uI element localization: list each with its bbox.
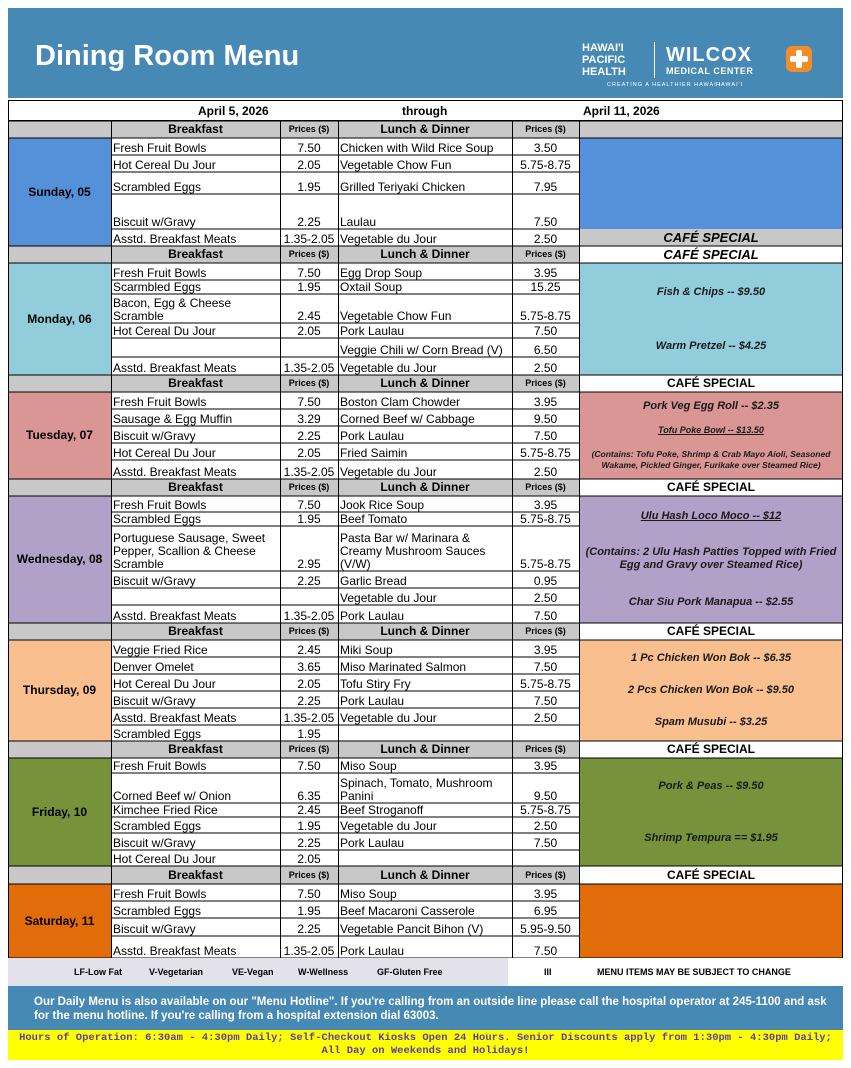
lunch-price: 3.95 (533, 887, 558, 901)
breakfast-item: Biscuit w/Gravy (113, 429, 196, 443)
lunch-price: 2.50 (533, 465, 558, 479)
breakfast-header: Breakfast (111, 741, 280, 758)
lunch-item: Veggie Chili w/ Corn Bread (V) (340, 343, 503, 357)
day-name: Saturday, 11 (8, 884, 111, 958)
lunch-item: Tofu Stiry Fry (340, 677, 411, 691)
breakfast-item: Fresh Fruit Bowls (113, 141, 207, 155)
breakfast-item: Bacon, Egg & Cheese Scramble (113, 296, 232, 323)
cafe-header-blank (579, 121, 843, 138)
lunch-item: Oxtail Soup (340, 280, 403, 294)
breakfast-prices-header: Prices ($) (280, 121, 338, 138)
breakfast-item: Veggie Fried Rice (113, 643, 208, 657)
logo-divider (654, 42, 655, 78)
breakfast-item: Kimchee Fried Rice (113, 803, 218, 817)
cafe-panel (579, 758, 843, 866)
breakfast-price (280, 588, 338, 605)
cafe-special-header: CAFÉ SPECIAL (579, 866, 843, 884)
lunch-item: Vegetable du Jour (340, 361, 437, 375)
lunch-price: 5.75-8.75 (520, 158, 571, 172)
breakfast-prices-header: Prices ($) (280, 741, 338, 758)
lunch-item (338, 725, 512, 741)
breakfast-price: 2.95 (297, 557, 321, 571)
lunch-price: 9.50 (533, 412, 558, 426)
lunch-prices-header: Prices ($) (512, 623, 579, 640)
breakfast-item: Scrambled Eggs (113, 512, 202, 526)
cafe-item: (Contains: Tofu Poke, Shrimp & Crab Mayo Aioli, Seasoned Wakame, Pickled Ginger, Furikake over Steamed Rice) (591, 449, 831, 471)
lunch-item: Vegetable du Jour (340, 591, 437, 605)
lunch-price: 7.50 (533, 944, 558, 958)
lunch-price: 7.50 (533, 324, 558, 338)
header-spacer (8, 741, 111, 758)
date-start: April 5, 2026 (198, 104, 269, 118)
cafe-panel (579, 496, 843, 623)
lunch-price: 3.95 (533, 759, 558, 773)
lunch-item: Pork Laulau (340, 609, 405, 623)
breakfast-price: 2.25 (297, 694, 321, 708)
legend-low-fat: LF-Low Fat (74, 967, 122, 977)
breakfast-item: Fresh Fruit Bowls (113, 266, 207, 280)
lunch-header: Lunch & Dinner (338, 866, 512, 884)
lunch-item: Miso Soup (340, 759, 397, 773)
breakfast-item: Asstd. Breakfast Meats (113, 361, 237, 375)
breakfast-item: Fresh Fruit Bowls (113, 759, 207, 773)
lunch-price: 3.50 (533, 141, 558, 155)
menu-hotline-note: Our Daily Menu is also available on our "Menu Hotline". If you're calling from an outside line please call the hospital operator at 245-1100 and ask for the menu hotline. If you're calling from a hospital extension dial 63003. (8, 986, 843, 1030)
legend-notice-area (508, 958, 843, 986)
breakfast-price: 1.95 (297, 819, 321, 833)
lunch-price: 15.25 (530, 280, 561, 294)
lunch-price: 2.50 (533, 232, 558, 246)
breakfast-item (111, 588, 280, 605)
breakfast-price: 1.35-2.05 (283, 232, 335, 246)
wilcox-subtitle: MEDICAL CENTER (666, 66, 754, 76)
breakfast-item: Biscuit w/Gravy (113, 574, 196, 588)
lunch-item (338, 850, 512, 866)
breakfast-header: Breakfast (111, 121, 280, 138)
hph-line-2: PACIFIC (582, 54, 626, 66)
lunch-item: Laulau (340, 215, 377, 229)
breakfast-item: Corned Beef w/ Onion (113, 789, 232, 803)
day-name: Tuesday, 07 (8, 392, 111, 479)
breakfast-price: 2.05 (297, 324, 321, 338)
lunch-item: Vegetable du Jour (340, 819, 437, 833)
lunch-header: Lunch & Dinner (338, 479, 512, 496)
breakfast-price: 6.35 (297, 789, 321, 803)
cafe-item: Pork & Peas -- $9.50 (658, 779, 764, 792)
breakfast-header: Breakfast (111, 375, 280, 392)
header-banner (8, 8, 843, 98)
header-spacer (8, 479, 111, 496)
cafe-item: Spam Musubi -- $3.25 (654, 716, 768, 729)
breakfast-price: 2.25 (297, 574, 321, 588)
breakfast-price: 7.50 (297, 395, 321, 409)
breakfast-price: 7.50 (297, 759, 321, 773)
breakfast-price: 2.05 (297, 677, 321, 691)
cafe-item: Shrimp Tempura == $1.95 (644, 831, 778, 844)
header-spacer (8, 246, 111, 263)
cafe-item: Pork Veg Egg Roll -- $2.35 (643, 399, 779, 412)
breakfast-prices-header: Prices ($) (280, 479, 338, 496)
header-spacer (8, 121, 111, 138)
lunch-item: Pork Laulau (340, 694, 405, 708)
breakfast-prices-header: Prices ($) (280, 246, 338, 263)
lunch-price: 6.50 (533, 343, 558, 357)
lunch-item: Boston Clam Chowder (340, 395, 461, 409)
lunch-price: 3.95 (533, 498, 558, 512)
lunch-prices-header: Prices ($) (512, 479, 579, 496)
breakfast-item: Asstd. Breakfast Meats (113, 944, 237, 958)
breakfast-item: Hot Cereal Du Jour (113, 158, 216, 172)
lunch-prices-header: Prices ($) (512, 121, 579, 138)
breakfast-item: Fresh Fruit Bowls (113, 887, 207, 901)
day-name: Monday, 06 (8, 263, 111, 375)
lunch-item: Miki Soup (340, 643, 393, 657)
breakfast-price: 2.45 (297, 643, 321, 657)
lunch-item: Pork Laulau (340, 429, 405, 443)
breakfast-item: Hot Cereal Du Jour (113, 446, 216, 460)
lunch-price: 2.50 (533, 819, 558, 833)
lunch-item: Jook Rice Soup (340, 498, 425, 512)
lunch-item: Vegetable du Jour (340, 232, 437, 246)
lunch-price: 6.95 (533, 904, 558, 918)
breakfast-price: 1.35-2.05 (283, 711, 335, 725)
lunch-item: Vegetable du Jour (340, 465, 437, 479)
lunch-price: 7.50 (533, 609, 558, 623)
lunch-price: 9.50 (533, 789, 558, 803)
lunch-prices-header: Prices ($) (512, 741, 579, 758)
breakfast-item: Scrambled Eggs (113, 727, 202, 741)
lunch-item: Vegetable du Jour (340, 711, 437, 725)
lunch-price: 3.95 (533, 395, 558, 409)
lunch-price: 7.50 (533, 429, 558, 443)
breakfast-price: 3.65 (297, 660, 321, 674)
lunch-item: Beef Tomato (340, 512, 408, 526)
cafe-item: Tofu Poke Bowl -- $13.50 (658, 425, 764, 436)
header-spacer (8, 375, 111, 392)
change-notice: MENU ITEMS MAY BE SUBJECT TO CHANGE (597, 967, 791, 977)
lunch-prices-header: Prices ($) (512, 375, 579, 392)
lunch-item: Vegetable Pancit Bihon (V) (340, 922, 484, 936)
lunch-item: Beef Stroganoff (340, 803, 424, 817)
breakfast-price (280, 338, 338, 357)
lunch-header: Lunch & Dinner (338, 121, 512, 138)
breakfast-price: 2.05 (297, 852, 321, 866)
lunch-item: Pasta Bar w/ Marinara & Creamy Mushroom Sauces (V/W) (340, 531, 486, 571)
hph-line-1: HAWAI'I (582, 42, 624, 54)
breakfast-item: Hot Cereal Du Jour (113, 852, 216, 866)
cafe-panel (579, 640, 843, 741)
breakfast-header: Breakfast (111, 866, 280, 884)
header-spacer (8, 623, 111, 640)
cafe-special-header: CAFÉ SPECIAL (579, 375, 843, 392)
day-name: Friday, 10 (8, 758, 111, 866)
cafe-panel (579, 392, 843, 479)
legend-vegan: VE-Vegan (232, 967, 274, 977)
breakfast-item: Scarmbled Eggs (113, 280, 202, 294)
breakfast-price: 3.29 (297, 412, 321, 426)
lunch-header: Lunch & Dinner (338, 246, 512, 263)
lunch-item: Beef Macaroni Casserole (340, 904, 475, 918)
lunch-price (512, 725, 579, 741)
breakfast-price: 1.95 (297, 180, 321, 194)
lunch-price: 7.50 (533, 694, 558, 708)
breakfast-item: Biscuit w/Gravy (113, 694, 196, 708)
day-name: Sunday, 05 (8, 138, 111, 246)
lunch-price: 7.95 (533, 180, 558, 194)
legend-vegetarian: V-Vegetarian (149, 967, 204, 977)
day-name: Thursday, 09 (8, 640, 111, 741)
cafe-special-header: CAFÉ SPECIAL (579, 741, 843, 758)
legend-wellness: W-Wellness (298, 967, 349, 977)
breakfast-price: 7.50 (297, 266, 321, 280)
date-through: through (402, 104, 448, 118)
breakfast-item: Biscuit w/Gravy (113, 836, 196, 850)
breakfast-price: 1.35-2.05 (283, 609, 335, 623)
lunch-price: 5.75-8.75 (520, 309, 571, 323)
cafe-item: 1 Pc Chicken Won Bok -- $6.35 (631, 651, 791, 664)
lunch-price: 5.75-8.75 (520, 512, 571, 526)
breakfast-price: 2.05 (297, 446, 321, 460)
breakfast-item: Scrambled Eggs (113, 904, 202, 918)
breakfast-price: 1.95 (297, 512, 321, 526)
breakfast-item: Portuguese Sausage, Sweet Pepper, Scallion & Cheese Scramble (113, 531, 266, 571)
cafe-item: Char Siu Pork Manapua -- $2.55 (628, 596, 794, 609)
cafe-panel (579, 263, 843, 375)
lunch-prices-header: Prices ($) (512, 866, 579, 884)
hph-line-3: HEALTH (582, 66, 626, 78)
breakfast-item: Scrambled Eggs (113, 819, 202, 833)
breakfast-header: Breakfast (111, 623, 280, 640)
hawaii-pacific-health-logo (582, 42, 626, 78)
lunch-header: Lunch & Dinner (338, 741, 512, 758)
page-title: Dining Room Menu (35, 40, 300, 72)
day-name: Wednesday, 08 (8, 496, 111, 623)
breakfast-price: 1.95 (297, 904, 321, 918)
lunch-item: Fried Saimin (340, 446, 408, 460)
breakfast-price: 2.25 (297, 215, 321, 229)
lunch-item: Vegetable Chow Fun (340, 309, 452, 323)
cafe-item: 2 Pcs Chicken Won Bok -- $9.50 (627, 683, 795, 696)
lunch-item: Garlic Bread (340, 574, 407, 588)
breakfast-price: 2.25 (297, 429, 321, 443)
lunch-price: 5.75-8.75 (520, 557, 571, 571)
cafe-special-header: CAFÉ SPECIAL (579, 229, 843, 246)
breakfast-price: 7.50 (297, 887, 321, 901)
breakfast-price: 2.45 (297, 803, 321, 817)
breakfast-item: Scrambled Eggs (113, 180, 202, 194)
lunch-item: Corned Beef w/ Cabbage (340, 412, 475, 426)
breakfast-price: 1.35-2.05 (283, 944, 335, 958)
lunch-price: 7.50 (533, 215, 558, 229)
lunch-price: 2.50 (533, 591, 558, 605)
cafe-item: Fish & Chips -- $9.50 (656, 285, 766, 298)
lunch-item: Miso Soup (340, 887, 397, 901)
breakfast-item: Fresh Fruit Bowls (113, 498, 207, 512)
breakfast-item: Fresh Fruit Bowls (113, 395, 207, 409)
legend-gluten-free: GF-Gluten Free (377, 967, 443, 977)
date-range-row (8, 100, 843, 121)
breakfast-prices-header: Prices ($) (280, 623, 338, 640)
cafe-panel (579, 884, 843, 958)
lunch-price: 7.50 (533, 836, 558, 850)
menu-table (8, 100, 843, 958)
legend-mark: III (544, 967, 552, 977)
lunch-item: Pork Laulau (340, 324, 405, 338)
lunch-prices-header: Prices ($) (512, 246, 579, 263)
breakfast-item: Sausage & Egg Muffin (113, 412, 233, 426)
lunch-item: Pork Laulau (340, 944, 405, 958)
breakfast-price: 1.35-2.05 (283, 465, 335, 479)
lunch-price (512, 850, 579, 866)
lunch-item: Pork Laulau (340, 836, 405, 850)
breakfast-item: Asstd. Breakfast Meats (113, 465, 237, 479)
cafe-special-header: CAFÉ SPECIAL (579, 479, 843, 496)
lunch-price: 5.95-9.50 (520, 922, 571, 936)
wilcox-hawaii: HAWAI'I (716, 82, 744, 88)
lunch-price: 7.50 (533, 660, 558, 674)
lunch-item: Egg Drop Soup (340, 266, 423, 280)
breakfast-item: Asstd. Breakfast Meats (113, 609, 237, 623)
cafe-item: (Contains: 2 Ulu Hash Patties Topped with Fried Egg and Gravy over Steamed Rice) (585, 546, 837, 572)
lunch-price: 0.95 (533, 574, 558, 588)
breakfast-item: Asstd. Breakfast Meats (113, 711, 237, 725)
breakfast-item: Biscuit w/Gravy (113, 922, 196, 936)
lunch-item: Spinach, Tomato, Mushroom Panini (340, 776, 493, 803)
lunch-price: 5.75-8.75 (520, 446, 571, 460)
lunch-price: 2.50 (533, 711, 558, 725)
breakfast-item: Biscuit w/Gravy (113, 215, 196, 229)
hph-tagline: CREATING A HEALTHIER HAWAI'I (607, 82, 722, 88)
lunch-price: 3.95 (533, 643, 558, 657)
lunch-item: Vegetable Chow Fun (340, 158, 452, 172)
breakfast-price: 2.45 (297, 309, 321, 323)
breakfast-item: Hot Cereal Du Jour (113, 677, 216, 691)
breakfast-prices-header: Prices ($) (280, 866, 338, 884)
cafe-special-header: CAFÉ SPECIAL (579, 246, 843, 263)
breakfast-price: 1.95 (297, 727, 321, 741)
breakfast-header: Breakfast (111, 246, 280, 263)
lunch-item: Chicken with Wild Rice Soup (340, 141, 494, 155)
breakfast-item: Asstd. Breakfast Meats (113, 232, 237, 246)
breakfast-item: Denver Omelet (113, 660, 194, 674)
breakfast-price: 1.35-2.05 (283, 361, 335, 375)
date-end: April 11, 2026 (583, 104, 660, 118)
cafe-panel (579, 138, 843, 229)
lunch-item: Grilled Teriyaki Chicken (340, 180, 466, 194)
medical-cross-icon (786, 46, 812, 72)
header-spacer (8, 866, 111, 884)
lunch-item: Miso Marinated Salmon (340, 660, 467, 674)
lunch-price: 2.50 (533, 361, 558, 375)
cafe-special-header: CAFÉ SPECIAL (579, 623, 843, 640)
breakfast-price: 2.25 (297, 922, 321, 936)
cafe-item: Ulu Hash Loco Moco -- $12 (640, 509, 782, 522)
breakfast-header: Breakfast (111, 479, 280, 496)
lunch-price: 5.75-8.75 (520, 803, 571, 817)
breakfast-price: 7.50 (297, 141, 321, 155)
lunch-price: 3.95 (533, 266, 558, 280)
wilcox-logo-text: WILCOX (666, 44, 752, 66)
lunch-header: Lunch & Dinner (338, 375, 512, 392)
lunch-price: 5.75-8.75 (520, 677, 571, 691)
breakfast-price: 1.95 (297, 280, 321, 294)
breakfast-price: 2.05 (297, 158, 321, 172)
breakfast-prices-header: Prices ($) (280, 375, 338, 392)
breakfast-price: 7.50 (297, 498, 321, 512)
breakfast-item: Hot Cereal Du Jour (113, 324, 216, 338)
lunch-header: Lunch & Dinner (338, 623, 512, 640)
breakfast-price: 2.25 (297, 836, 321, 850)
hours-of-operation: Hours of Operation: 6:30am - 4:30pm Daily; Self-Checkout Kiosks Open 24 Hours. Senior Discounts apply from 1:30pm - 4:30pm Daily; All Day on Weekends and Holidays! (8, 1030, 843, 1060)
cafe-item: Warm Pretzel -- $4.25 (655, 339, 767, 352)
breakfast-item (111, 338, 280, 357)
